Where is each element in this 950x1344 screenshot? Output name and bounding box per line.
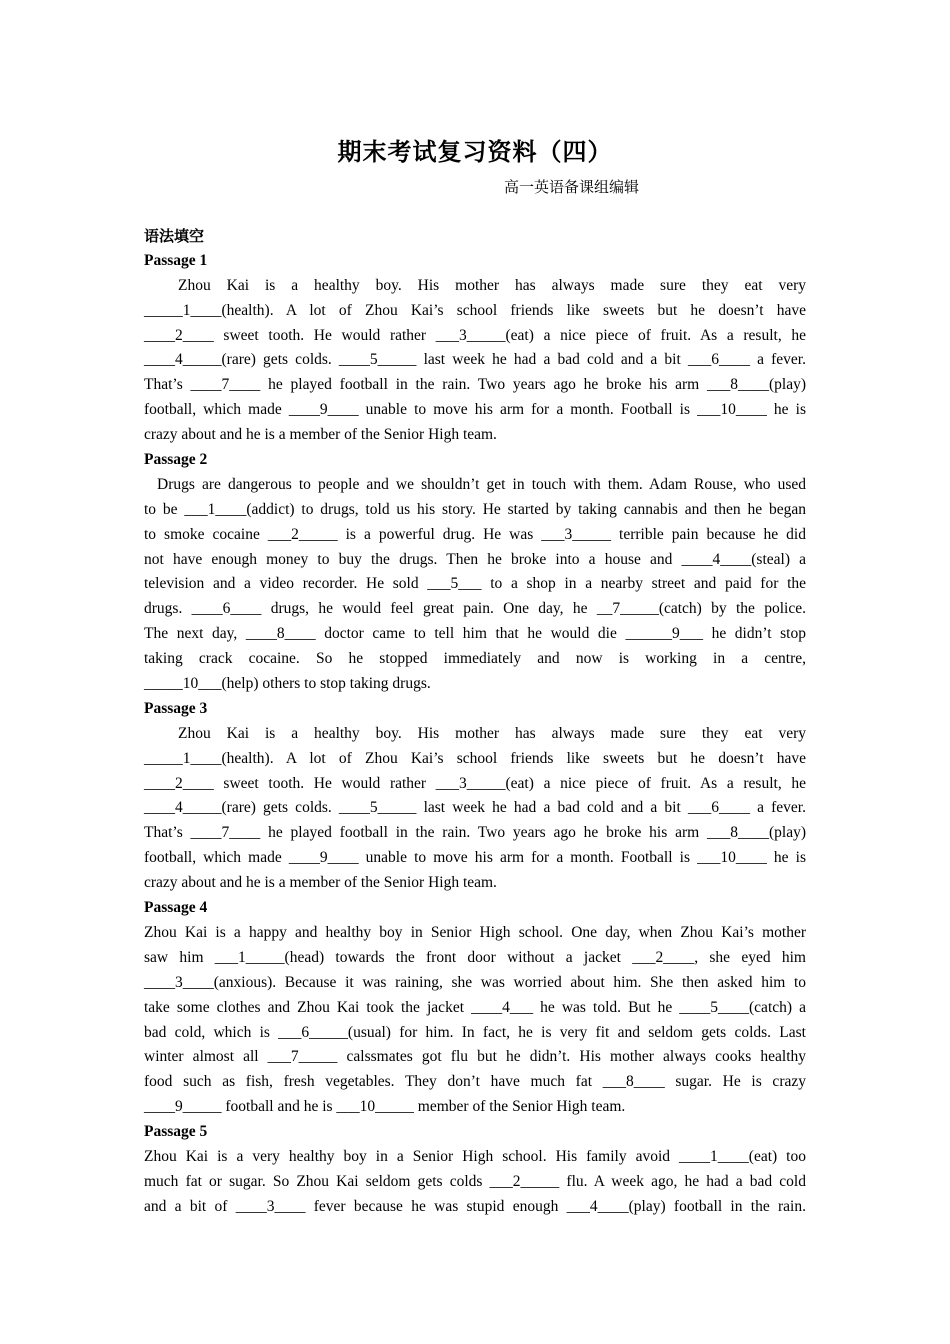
passage-3-line: crazy about and he is a member of the Senior High team. xyxy=(144,874,497,892)
passage-1-line: _____1____(health). A lot of Zhou Kai’s school friends like sweets but he doesn’t have xyxy=(144,301,806,319)
passage-4-line: take some clothes and Zhou Kai took the jacket ____4___ he was told. But he ____5____(catch) a xyxy=(144,998,806,1016)
passage-3-line: _____1____(health). A lot of Zhou Kai’s school friends like sweets but he doesn’t have xyxy=(144,749,806,767)
passage-3-line: football, which made ____9____ unable to move his arm for a month. Football is ___10____ he is xyxy=(144,849,806,867)
passage-4-line: food such as fish, fresh vegetables. They don’t have much fat ___8____ sugar. He is crazy xyxy=(144,1073,806,1091)
passage-3-heading: Passage 3 xyxy=(144,699,208,717)
passage-1-line: ____4_____(rare) gets colds. ____5_____ last week he had a bad cold and a bit ___6____ a fever. xyxy=(144,351,806,369)
passage-2-line: _____10___(help) others to stop taking drugs. xyxy=(144,675,431,693)
passage-4-line: bad cold, which is ___6_____(usual) for him. In fact, he is very fit and seldom gets colds. Last xyxy=(144,1023,806,1041)
passage-5-line: Zhou Kai is a very healthy boy in a Senior High school. His family avoid ____1____(eat) too xyxy=(144,1147,806,1165)
passage-1-heading: Passage 1 xyxy=(144,251,208,269)
passage-3-line: Zhou Kai is a healthy boy. His mother has always made sure they eat very xyxy=(178,724,806,742)
passage-1-line: That’s ____7____ he played football in the rain. Two years ago he broke his arm ___8____(play) xyxy=(144,376,806,394)
passage-4-line: ____3____(anxious). Because it was raining, she was worried about him. She then asked him to xyxy=(144,973,806,991)
passage-4-line: Zhou Kai is a happy and healthy boy in Senior High school. One day, when Zhou Kai’s mother xyxy=(144,923,806,941)
passage-1-line: football, which made ____9____ unable to move his arm for a month. Football is ___10____ he is xyxy=(144,401,806,419)
passage-1-line: Zhou Kai is a healthy boy. His mother has always made sure they eat very xyxy=(178,276,806,294)
passage-2-line: taking crack cocaine. So he stopped immediately and now is working in a centre, xyxy=(144,650,806,668)
passage-2-line: to be ___1____(addict) to drugs, told us his story. He started by taking cannabis and then he began xyxy=(144,500,806,518)
passage-2-line: television and a video recorder. He sold ___5___ to a shop in a nearby street and paid for the xyxy=(144,575,806,593)
passage-3-line: That’s ____7____ he played football in the rain. Two years ago he broke his arm ___8____(play) xyxy=(144,824,806,842)
passage-2-line: drugs. ____6____ drugs, he would feel great pain. One day, he __7_____(catch) by the police. xyxy=(144,600,806,618)
passage-2-heading: Passage 2 xyxy=(144,451,208,469)
passage-2-line: to smoke cocaine ___2_____ is a powerful drug. He was ___3_____ terrible pain because he did xyxy=(144,525,806,543)
document-title: 期末考试复习资料（四） xyxy=(337,138,613,166)
section-heading: 语法填空 xyxy=(144,227,205,245)
passage-2-line: The next day, ____8____ doctor came to tell him that he would die ______9___ he didn’t stop xyxy=(144,625,806,643)
passage-5-line: much fat or sugar. So Zhou Kai seldom gets colds ___2_____ flu. A week ago, he had a bad cold xyxy=(144,1172,806,1190)
passage-4-line: ____9_____ football and he is ___10_____ member of the Senior High team. xyxy=(144,1098,626,1116)
passage-3-line: ____4_____(rare) gets colds. ____5_____ last week he had a bad cold and a bit ___6____ a fever. xyxy=(144,799,806,817)
passage-5-line: and a bit of ____3____ fever because he was stupid enough ___4____(play) football in the rain. xyxy=(144,1197,806,1215)
passage-1-line: crazy about and he is a member of the Senior High team. xyxy=(144,426,497,444)
passage-4-line: winter almost all ___7_____ calssmates got flu but he didn’t. His mother always cooks healthy xyxy=(144,1048,806,1066)
passage-4-line: saw him ___1_____(head) towards the front door without a jacket ___2____, she eyed him xyxy=(144,948,806,966)
passage-4-heading: Passage 4 xyxy=(144,899,208,917)
passage-1-line: ____2____ sweet tooth. He would rather ___3_____(eat) a nice piece of fruit. As a result, he xyxy=(144,326,806,344)
document-subtitle: 高一英语备课组编辑 xyxy=(504,178,640,196)
passage-2-line: Drugs are dangerous to people and we shouldn’t get in touch with them. Adam Rouse, who used xyxy=(157,475,806,493)
passage-3-line: ____2____ sweet tooth. He would rather ___3_____(eat) a nice piece of fruit. As a result, he xyxy=(144,774,806,792)
document-body xyxy=(144,224,806,1220)
passage-2-line: not have enough money to buy the drugs. Then he broke into a house and ____4____(steal) a xyxy=(144,550,806,568)
passage-5-heading: Passage 5 xyxy=(144,1123,208,1141)
